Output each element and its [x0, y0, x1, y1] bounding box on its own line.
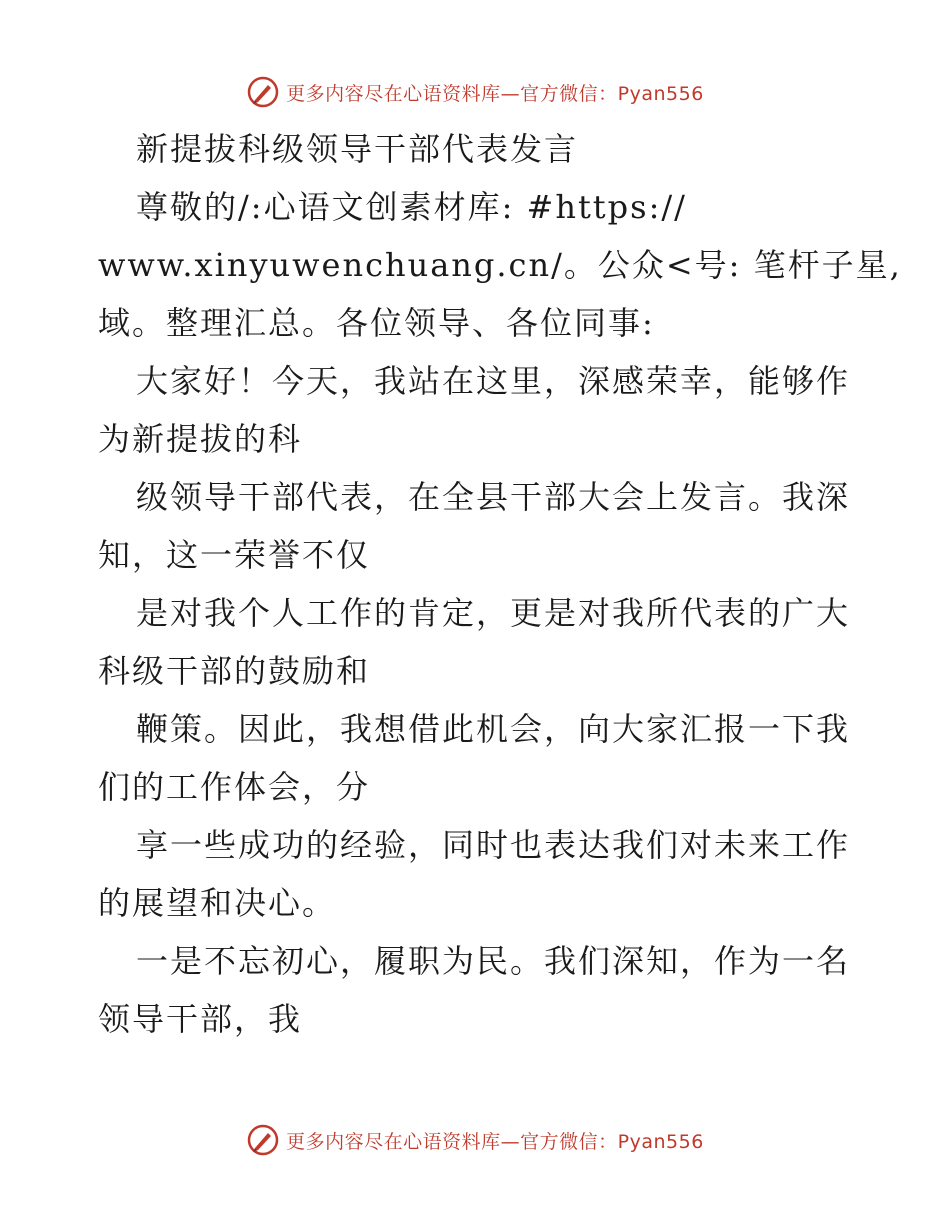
text-line: 领导干部，我	[98, 1000, 303, 1038]
text-line: 尊敬的/:心语文创素材库: #https://	[136, 188, 687, 226]
text-line: 的展望和决心。	[98, 884, 337, 922]
watermark-text: 更多内容尽在心语资料库—官方微信：Pyan556	[286, 1130, 704, 1153]
watermark-text: 更多内容尽在心语资料库—官方微信：Pyan556	[286, 82, 704, 105]
footer-watermark	[0, 1120, 950, 1160]
pen-logo-icon	[246, 75, 280, 109]
document-title: 新提拔科级领导干部代表发言	[136, 130, 579, 168]
text-line: 域。整理汇总。各位领导、各位同事:	[98, 304, 655, 342]
text-line: 级领导干部代表，在全县干部大会上发言。我深	[136, 478, 851, 516]
text-line: 享一些成功的经验，同时也表达我们对未来工作	[136, 826, 851, 864]
text-line: 一是不忘初心，履职为民。我们深知，作为一名	[136, 942, 851, 980]
text-line: 大家好！今天，我站在这里，深感荣幸，能够作	[136, 362, 851, 400]
text-line: 鞭策。因此，我想借此机会，向大家汇报一下我	[136, 710, 851, 748]
header-watermark	[0, 72, 950, 112]
text-line: 知，这一荣誉不仅	[98, 536, 371, 574]
document-body	[98, 120, 902, 1048]
text-line: 科级干部的鼓励和	[98, 652, 371, 690]
text-line: www.xinyuwenchuang.cn/。公众<号: 笔杆子星,	[98, 246, 902, 284]
pen-logo-icon	[246, 1123, 280, 1157]
text-line: 为新提拔的科	[98, 420, 303, 458]
text-line: 是对我个人工作的肯定，更是对我所代表的广大	[136, 594, 851, 632]
text-line: 们的工作体会，分	[98, 768, 371, 806]
